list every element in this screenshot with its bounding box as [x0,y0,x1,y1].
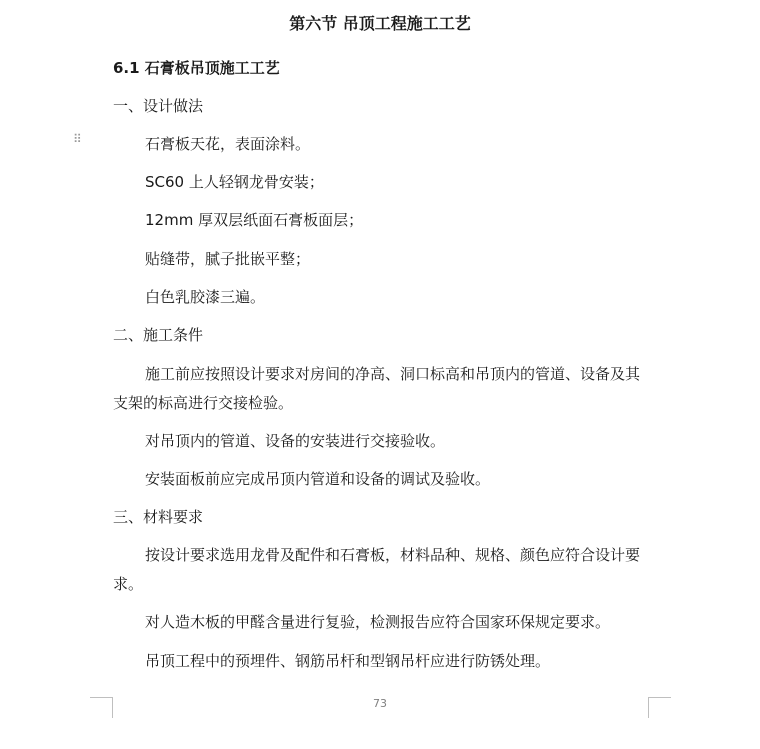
paragraph: 按设计要求选用龙骨及配件和石膏板，材料品种、规格、颜色应符合设计要 [145,546,641,564]
section-title: 第六节 吊顶工程施工工艺 [289,14,471,33]
paragraph: 石膏板天花，表面涂料。 [145,135,311,153]
paragraph: 12mm 厚双层纸面石膏板面层； [145,211,364,229]
heading-design-method: 一、设计做法 [113,97,204,115]
subsection-heading: 6.1 石膏板吊顶施工工艺 [113,59,280,77]
paragraph: 吊顶工程中的预埋件、钢筋吊杆和型钢吊杆应进行防锈处理。 [145,652,551,670]
drag-handle-icon[interactable]: ⠿ [73,132,81,146]
paragraph: 安装面板前应完成吊顶内管道和设备的调试及验收。 [145,470,491,488]
paragraph-continuation: 支架的标高进行交接检验。 [113,394,294,412]
paragraph: SC60 上人轻钢龙骨安装； [145,173,324,191]
heading-construction-conditions: 二、施工条件 [113,326,204,344]
paragraph-continuation: 求。 [113,575,144,593]
paragraph: 白色乳胶漆三遍。 [145,288,266,306]
paragraph: 施工前应按照设计要求对房间的净高、洞口标高和吊顶内的管道、设备及其 [145,365,641,383]
paragraph: 对吊顶内的管道、设备的安装进行交接验收。 [145,432,446,450]
page-number: 73 [373,697,387,710]
paragraph: 对人造木板的甲醛含量进行复验，检测报告应符合国家环保规定要求。 [145,613,611,631]
paragraph: 贴缝带，腻子批嵌平整； [145,250,311,268]
heading-material-requirements: 三、材料要求 [113,508,204,526]
